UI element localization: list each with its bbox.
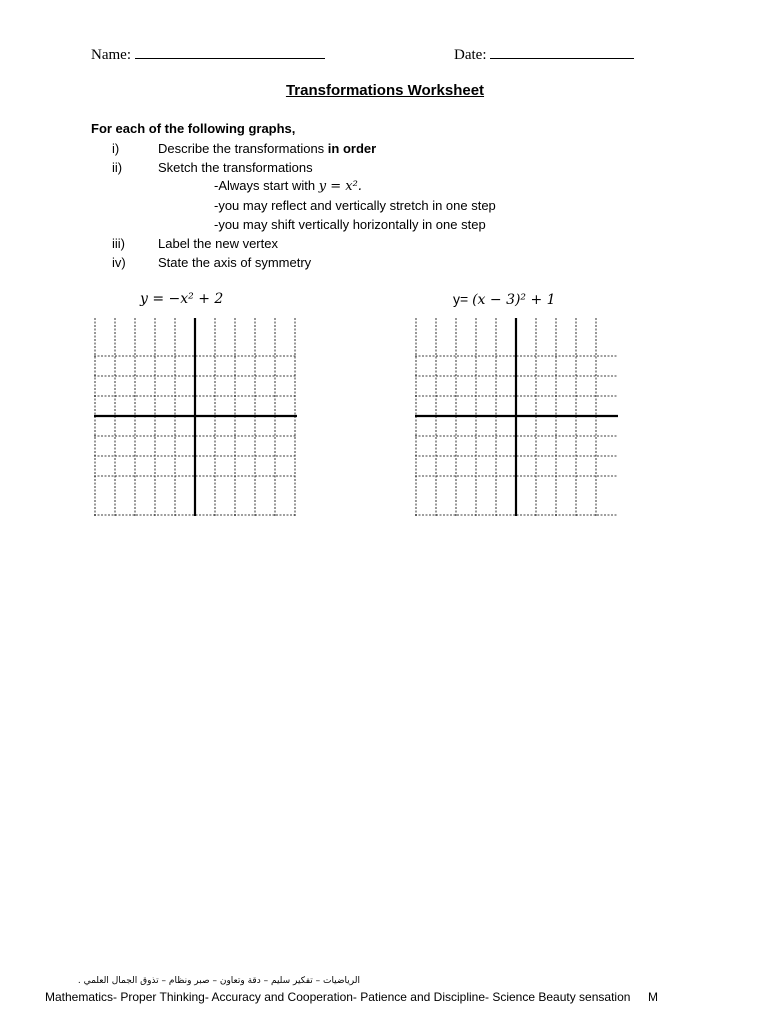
graph-2-equation bbox=[453, 291, 556, 308]
item-text-4: State the axis of symmetry bbox=[158, 255, 312, 270]
instructions-intro: For each of the following graphs, bbox=[91, 121, 296, 136]
item-num-3: iii) bbox=[112, 236, 125, 251]
footer-arabic: الرياضيات – تفكير سليم – دقة وتعاون – صبر ونظام – تذوق الجمال العلمي . bbox=[77, 976, 360, 986]
item-text-3: Label the new vertex bbox=[158, 236, 278, 251]
page-title: Transformations Worksheet bbox=[285, 82, 485, 99]
sub-item-1-text: -Always start with bbox=[214, 178, 319, 193]
footer-english: Mathematics- Proper Thinking- Accuracy and Cooperation- Patience and Discipline- Science Beauty sensation bbox=[45, 990, 631, 1004]
item-num-4: iv) bbox=[112, 255, 126, 270]
name-field bbox=[91, 46, 325, 64]
item-text-1-plain: Describe the transformations bbox=[158, 141, 328, 156]
graph-grid-2[interactable] bbox=[415, 316, 619, 518]
name-blank bbox=[135, 46, 325, 59]
item-num-2: ii) bbox=[112, 160, 123, 175]
graph-grid-1[interactable] bbox=[94, 316, 298, 518]
graph-1-equation-text: y = −x² + 2 bbox=[140, 291, 224, 307]
sub-item-1-math: y = x². bbox=[318, 179, 362, 194]
sub-item-3: -you may shift vertically horizontally in one step bbox=[214, 217, 486, 232]
graph-2-equation-text: (x − 3)² + 1 bbox=[472, 292, 556, 308]
graph-2-equation-prefix: y= bbox=[453, 291, 473, 307]
graph-1-equation bbox=[140, 291, 223, 307]
name-label: Name: bbox=[91, 47, 131, 63]
date-label: Date: bbox=[454, 47, 487, 63]
item-text-1 bbox=[158, 141, 376, 156]
item-text-2: Sketch the transformations bbox=[158, 160, 313, 175]
page-number: M bbox=[648, 990, 658, 1004]
date-blank bbox=[490, 46, 634, 59]
sub-item-2: -you may reflect and vertically stretch in one step bbox=[214, 198, 496, 213]
item-num-1: i) bbox=[112, 141, 120, 156]
sub-item-1 bbox=[214, 178, 362, 194]
date-field bbox=[454, 46, 634, 64]
item-text-1-bold: in order bbox=[327, 141, 377, 156]
